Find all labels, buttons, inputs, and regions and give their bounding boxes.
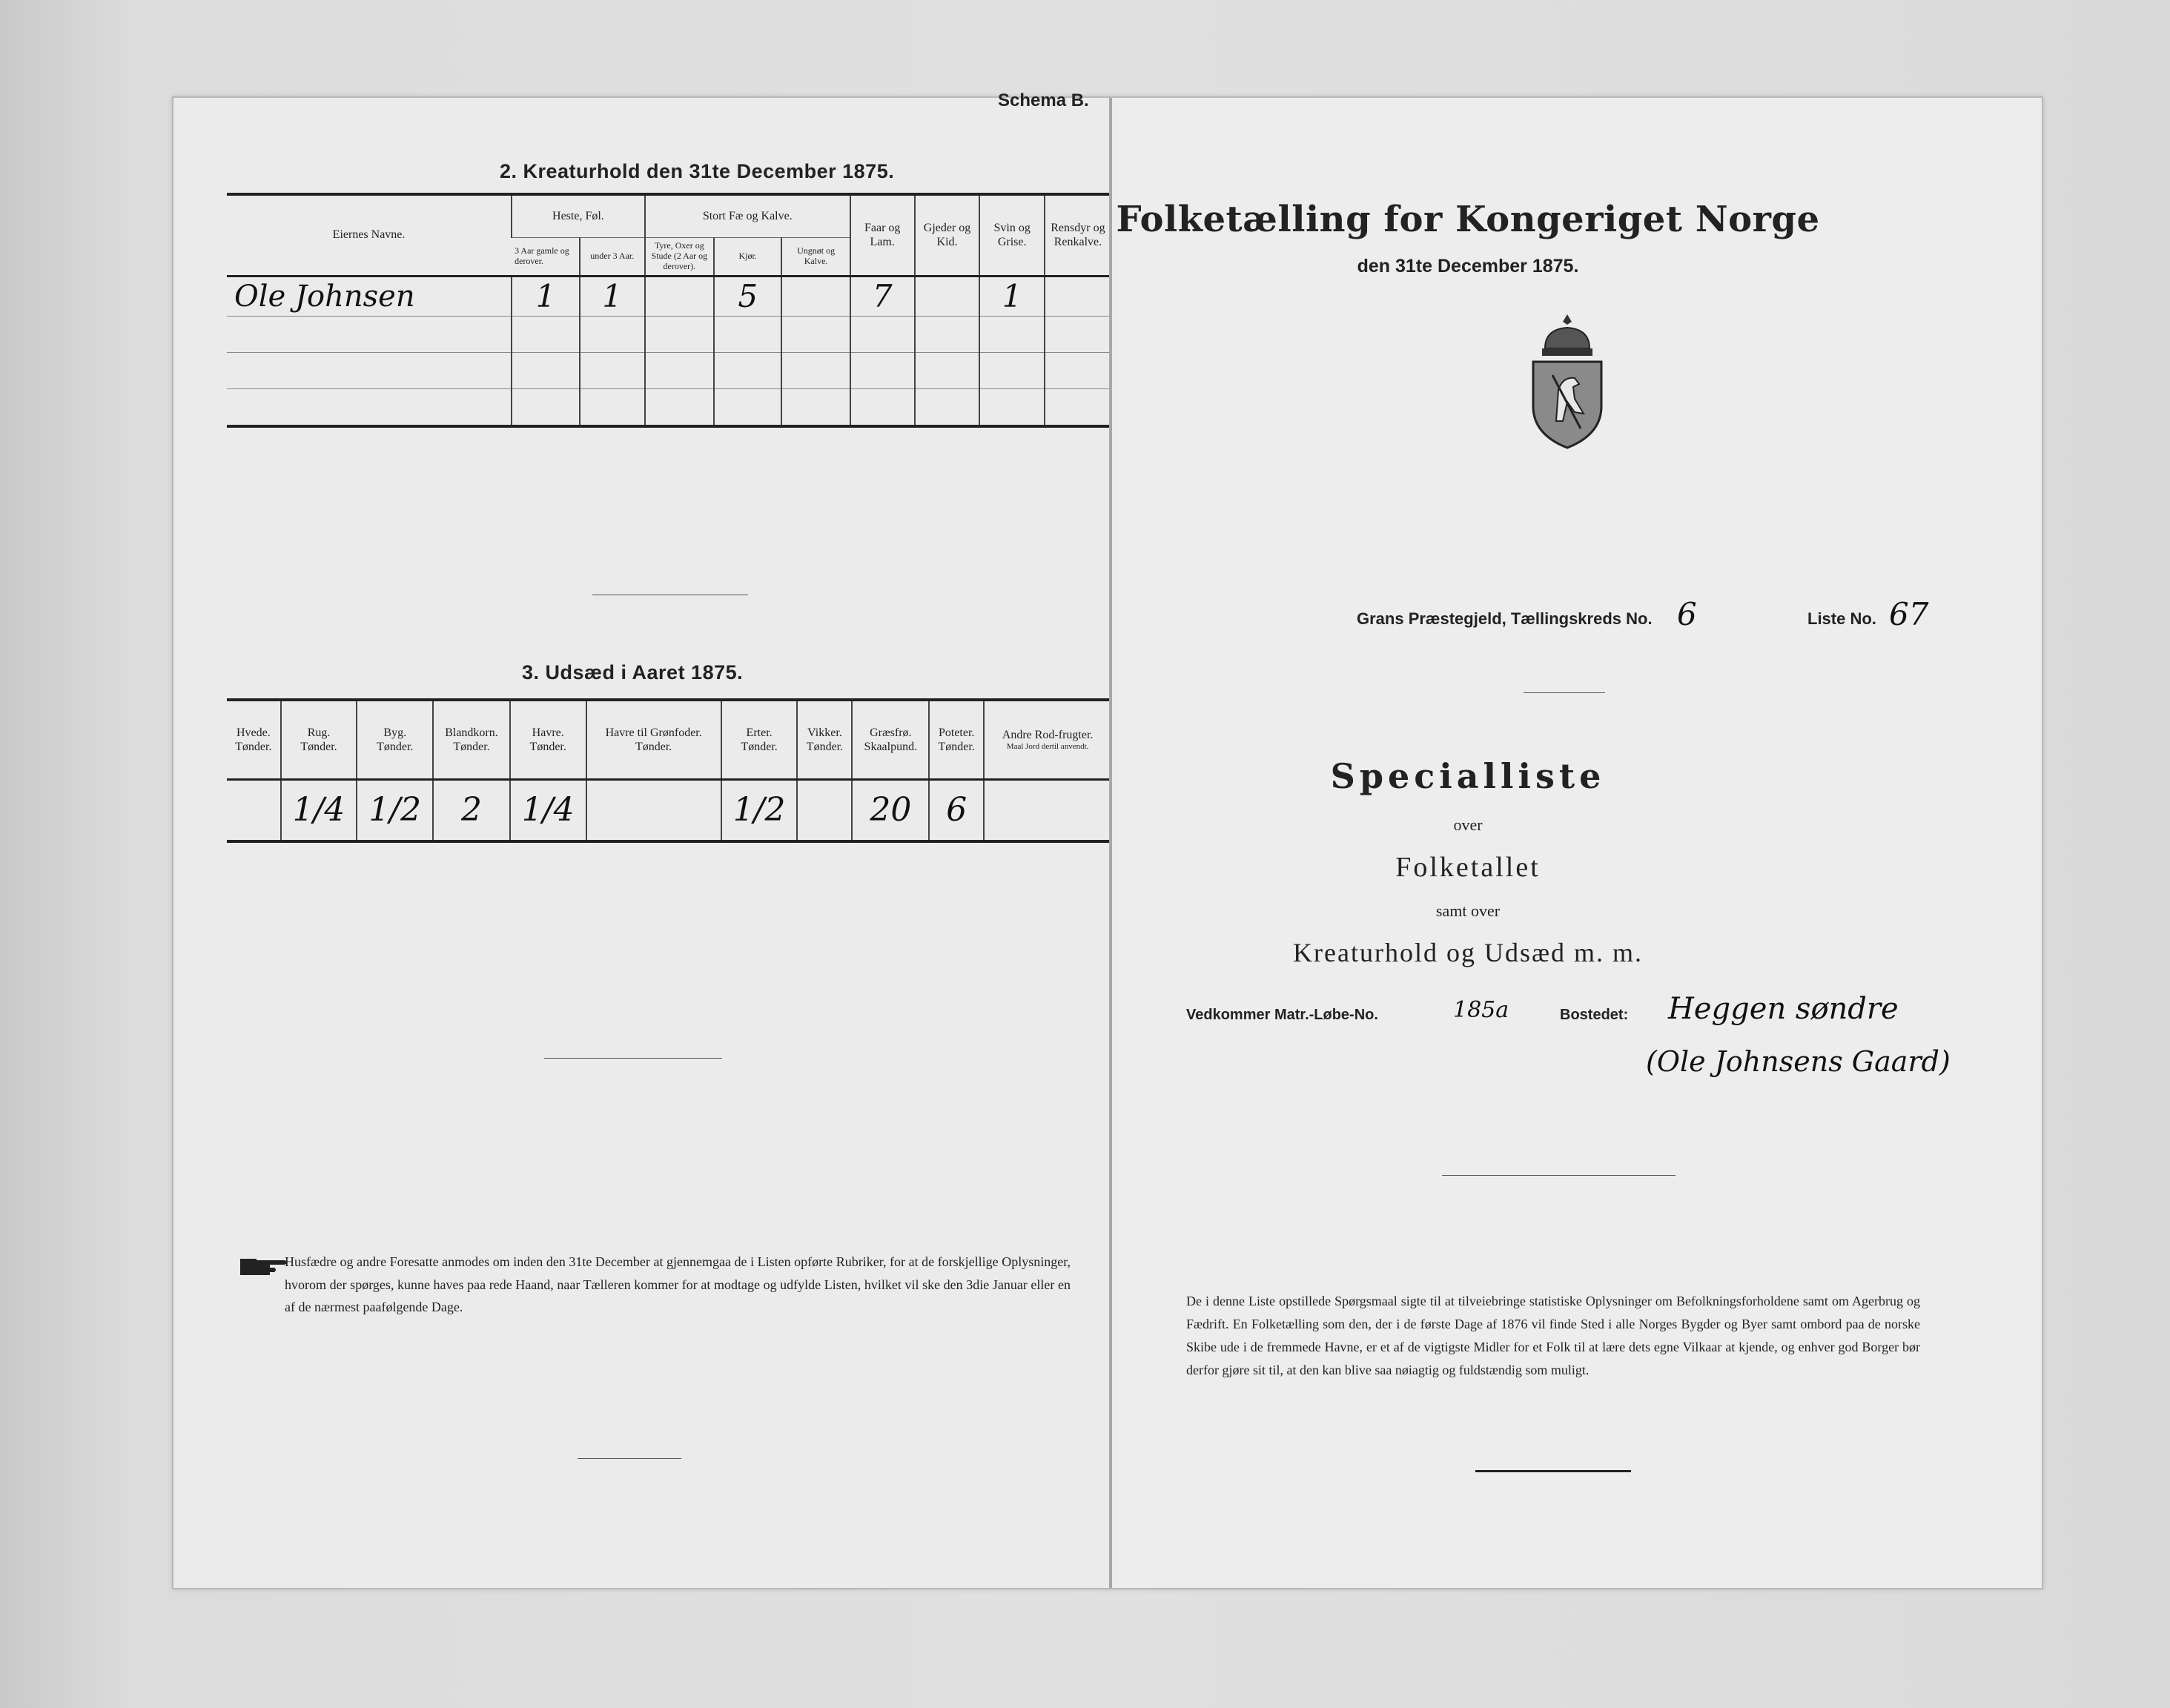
calves-value [781,277,850,317]
sheep-value: 7 [850,277,915,317]
seed-header-unit: Maal Jord dertil anvendt. [1006,742,1089,751]
seed-value: 20 [852,780,929,842]
info-paragraph: De i denne Liste opstillede Spørgsmaal sigte til at tilveiebringe statistiske Oplysninger om Befolkningsforholdene samt om Agerbrug og Fædrift. En Folketælling som den, der i de første Dage af 1876 vil finde Sted i alle Norges Bygder og Byer samt ombord paa de norske Skibe ude i de fremmede Havne, er et af de vigtigste Midler for et Folk til at lære dets egne Vilkaar at kjende, og enhver god Borger bør derfor gjøre sit til, at den kan blive saa nøiagtig og fuldstændig som muligt. [1186,1294,1920,1377]
livestock-row-empty [227,389,1111,427]
matr-number: 185a [1453,997,1509,1023]
bulls-value [645,277,714,317]
seed-header-unit: Tønder. [453,741,490,753]
pigs-header: Svin og Grise. [979,194,1044,277]
horses-3yr-header: 3 Aar gamle og derover. [512,238,580,277]
census-date: den 31te December 1875. [1357,256,1579,277]
divider [1475,1470,1631,1472]
parish-label: Grans Præstegjeld, Tællingskreds No. [1357,609,1653,628]
seed-header-unit: Tønder. [806,741,844,753]
reindeer-header: Rensdyr og Renkalve. [1045,194,1111,277]
seed-header [852,700,929,780]
census-title: Folketælling for Kongeriget Norge [1116,199,1820,240]
seed-header-unit: Tønder. [938,741,975,753]
seed-value: 2 [433,780,510,842]
sheep-header: Faar og Lam. [850,194,915,277]
seed-header-label: Havre. [532,726,564,739]
specialliste-title: Specialliste [1330,756,1606,796]
seed-value [797,780,852,842]
seed-header-label: Rug. [307,726,331,739]
owner-name: Ole Johnsen [227,277,512,317]
seed-header-label: Blandkorn. [445,726,498,739]
seed-header-unit: Tønder. [635,741,672,753]
left-page [173,98,1109,1588]
seed-header-label: Poteter. [938,726,975,739]
seed-value: 1/4 [510,780,586,842]
seed-header-label: Vikker. [807,726,842,739]
seed-header [929,700,984,780]
divider [544,1058,722,1059]
bostedet-line1: Heggen søndre [1668,992,1899,1026]
bostedet-label: Bostedet: [1560,1007,1629,1023]
section3-title: 3. Udsæd i Aaret 1875. [522,661,744,683]
over-text: over [1453,815,1483,834]
seed-header-unit: Tønder. [300,741,337,753]
coat-of-arms-icon [1523,310,1612,454]
seed-header [281,700,357,780]
seed-header [510,700,586,780]
seed-value: 1/2 [721,780,798,842]
district-number: 6 [1677,596,1697,632]
seed-header-label: Hvede. [236,726,271,739]
seed-value [227,780,281,842]
seed-header-label: Andre Rod-frugter. [1002,728,1094,741]
divider [1524,692,1605,693]
horses-under3-header: under 3 Aar. [580,238,645,277]
seed-row [227,780,1111,842]
matr-label: Vedkommer Matr.-Løbe-No. [1186,1007,1378,1023]
notice-text: Husfædre og andre Foresatte anmodes om inden den 31te December at gjennemgaa de i Listen opførte Rubriker, for at de forskjellige Oplysninger, hvorom der spørges, kunne haves paa rede Haand, naar Tælleren kommer for at modtage og udfylde Listen, hvilket vil ske den 3die Januar eller en af de nærmest paafølgende Dage. [285,1254,1071,1315]
horses-header: Heste, Føl. [512,194,645,238]
seed-header-unit: Skaalpund. [864,741,918,753]
goats-value [915,277,980,317]
bostedet-line2: (Ole Johnsens Gaard) [1646,1045,1951,1078]
seed-header [586,700,721,780]
seed-value [586,780,721,842]
livestock-row [227,277,1111,317]
seed-header-label: Erter. [746,726,773,739]
livestock-row-empty [227,317,1111,353]
pigs-value: 1 [979,277,1044,317]
horses-3yr-value: 1 [512,277,580,317]
seed-header-label: Græsfrø. [870,726,912,739]
section2-title: 2. Kreaturhold den 31te December 1875. [500,160,895,182]
reindeer-value [1045,277,1111,317]
livestock-row-empty [227,353,1111,389]
cows-value: 5 [714,277,781,317]
calves-header: Ungnøt og Kalve. [781,238,850,277]
seed-header [797,700,852,780]
bulls-header: Tyre, Oxer og Stude (2 Aar og derover). [645,238,714,277]
list-label: Liste No. [1807,609,1876,628]
schema-label: Schema B. [998,90,1089,110]
livestock-table [227,193,1111,428]
seed-header-unit: Tønder. [235,741,272,753]
kreaturhold-text: Kreaturhold og Udsæd m. m. [1293,938,1643,967]
seed-header-label: Byg. [383,726,407,739]
seed-value: 1/2 [357,780,433,842]
cattle-header: Stort Fæ og Kalve. [645,194,850,238]
owner-header: Eiernes Navne. [227,194,512,277]
samt-over-text: samt over [1435,901,1501,920]
seed-header [227,700,281,780]
seed-header [433,700,510,780]
goats-header: Gjeder og Kid. [915,194,980,277]
seed-header-label: Havre til Grønfoder. [605,726,702,739]
divider [1442,1175,1676,1176]
seed-value: 1/4 [281,780,357,842]
list-number: 67 [1889,596,1929,632]
seed-value: 6 [929,780,984,842]
horses-under3-value: 1 [580,277,645,317]
seed-table [227,698,1111,843]
seed-header-unit: Tønder. [741,741,778,753]
seed-header-unit: Tønder. [529,741,566,753]
seed-header-unit: Tønder. [377,741,414,753]
folketallet-text: Folketallet [1395,852,1541,883]
seed-header [357,700,433,780]
cows-header: Kjør. [714,238,781,277]
divider [578,1458,681,1459]
seed-header [721,700,798,780]
